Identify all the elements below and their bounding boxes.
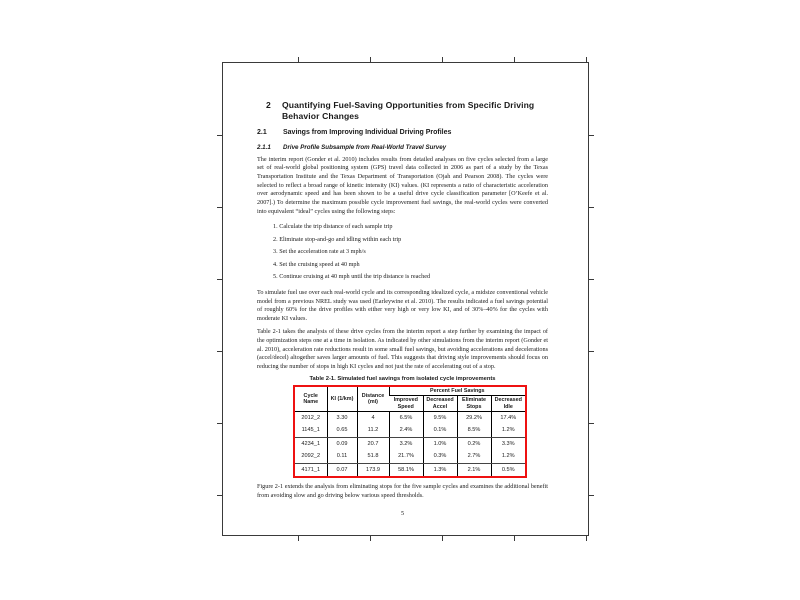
tick-mark (442, 536, 443, 541)
table-highlight-box (293, 385, 527, 478)
value-cell: 1.0% (423, 437, 457, 450)
cycle-name-cell: 1145_1 (295, 424, 327, 437)
value-cell: 21.7% (389, 450, 423, 463)
tick-mark (589, 351, 594, 352)
tick-mark (586, 536, 587, 541)
value-cell: 173.9 (357, 463, 389, 476)
paragraph-closing: Figure 2-1 extends the analysis from eliminating stops for the five sample cycles and examines the additional benefit from avoiding slow and go driving below various speed thresholds. (257, 483, 548, 500)
col-header-improved-speed: Improved Speed (393, 397, 418, 410)
value-cell: 20.7 (357, 437, 389, 450)
list-item: 2. Eliminate stop-and-go and idling within each trip (273, 235, 402, 243)
subsection-number: 2.1 (257, 129, 267, 136)
value-cell: 1.3% (423, 463, 457, 476)
cycle-name-cell: 2092_2 (295, 450, 327, 463)
table-row (295, 450, 525, 463)
cycle-name-cell: 2012_2 (301, 414, 321, 421)
value-cell: 9.5% (423, 411, 457, 424)
table-caption: Table 2-1. Simulated fuel savings from isolated cycle improvements (309, 376, 496, 383)
value-cell: 0.1% (423, 424, 457, 437)
value-cell: 0.5% (491, 463, 525, 476)
subsection-heading (257, 129, 548, 137)
value-cell: 29.2% (457, 411, 491, 424)
list-item: 5. Continue cruising at 40 mph until the trip distance is reached (273, 273, 431, 281)
col-header-decreased-accel: Decreased Accel (423, 396, 457, 411)
fuel-savings-table (295, 387, 525, 476)
page-number: 5 (400, 509, 405, 517)
value-cell: 0.2% (457, 437, 491, 450)
value-cell: 0.11 (327, 450, 357, 463)
value-cell: 3.30 (327, 411, 357, 424)
list-item: 1. Calculate the trip distance of each sample trip (273, 222, 393, 230)
tick-mark (589, 495, 594, 496)
col-header-distance: Distance (mi) (357, 387, 389, 411)
subsubsection-title: Drive Profile Subsample from Real-World Travel Survey (283, 143, 447, 151)
tick-mark (370, 536, 371, 541)
tick-mark (217, 351, 222, 352)
value-cell: 2.1% (457, 463, 491, 476)
value-cell: 0.07 (327, 463, 357, 476)
col-header-eliminate-stops: Eliminate Stops (457, 396, 491, 411)
section-number: 2 (266, 100, 271, 110)
table-row (295, 411, 525, 424)
section-title: Quantifying Fuel-Saving Opportunities from Specific Driving Behavior Changes (282, 100, 535, 121)
value-cell: 0.65 (327, 424, 357, 437)
cycle-name-cell: 4171_1 (301, 466, 321, 473)
col-header-decreased-idle: Decreased Idle (491, 396, 525, 411)
tick-mark (217, 495, 222, 496)
table-row (295, 463, 525, 476)
paragraph-simulation: To simulate fuel use over each real-world cycle and its corresponding idealized cycle, a midsize conventional vehicle model from a previous NREL study was used (Earleywine et al. 2010). The results indicated a fuel savings potential of roughly 60% for the drive profiles with either very high or very low KI, and of 30%–40% for the cycles with moderate KI values. (257, 288, 548, 322)
value-cell: 17.4% (491, 411, 525, 424)
tick-mark (298, 536, 299, 541)
paragraph-intro: The interim report (Gonder et al. 2010) includes results from detailed analyses on five cycles selected from a large set of real-world global positioning system (GPS) travel data collected in 2006 as part of a study by the Texas Transportation Institute and the Texas Department of Transportation (Ojah and Pearson 2008). The cycles were selected to reflect a broad range of kinetic intensity (KI) values. (KI represents a ratio of characteristic acceleration over aerodynamic speed and has been shown to be a useful drive cycle classification parameter [O’Keefe et al. 2007].) To determine the maximum possible cycle improvement fuel savings, the real-world cycles were converted into equivalent “ideal” cycles using the following steps: (257, 155, 548, 215)
document-page (223, 63, 588, 535)
value-cell: 2.4% (389, 424, 423, 437)
tick-mark (589, 279, 594, 280)
tick-mark (217, 207, 222, 208)
value-cell: 0.09 (327, 437, 357, 450)
ideal-cycle-steps-list (273, 221, 548, 284)
list-item: 3. Set the acceleration rate at 3 mph/s (273, 248, 366, 256)
tick-mark (217, 423, 222, 424)
tick-mark (370, 57, 371, 62)
tick-mark (589, 207, 594, 208)
value-cell: 0.3% (423, 450, 457, 463)
tick-mark (586, 57, 587, 62)
tick-mark (298, 57, 299, 62)
value-cell: 11.2 (357, 424, 389, 437)
tick-mark (514, 57, 515, 62)
value-cell: 8.5% (457, 424, 491, 437)
tick-mark (589, 423, 594, 424)
section-heading (266, 100, 548, 121)
table-row (295, 437, 525, 450)
cycle-name-cell: 4234_1 (301, 440, 321, 447)
value-cell: 4 (357, 411, 389, 424)
value-cell: 1.2% (491, 424, 525, 437)
table-row (295, 424, 525, 437)
value-cell: 6.5% (389, 411, 423, 424)
subsubsection-heading (257, 144, 548, 151)
tick-mark (442, 57, 443, 62)
col-group-header-percent-fuel-savings: Percent Fuel Savings (389, 387, 525, 396)
tick-mark (217, 279, 222, 280)
value-cell: 58.1% (389, 463, 423, 476)
paragraph-table-analysis: Table 2-1 takes the analysis of these drive cycles from the interim report a step further by examining the impact of the optimization steps one at a time in isolation. As indicated by other simulations from the interim report (Gonder et al. 2010), acceleration rate reductions result in some small fuel savings, but avoiding accelerations and decelerations (accel/decel) altogether saves larger amounts of fuel. This suggests that driving style improvements should focus on reducing the number of stops in high KI cycles and not just the rate of accelerating out of a stop. (257, 328, 548, 371)
value-cell: 51.8 (357, 450, 389, 463)
list-item: 4. Set the cruising speed at 40 mph (273, 260, 360, 268)
col-header-ki: KI (1/km) (327, 387, 357, 411)
value-cell: 1.2% (491, 450, 525, 463)
tick-mark (589, 135, 594, 136)
subsection-title: Savings from Improving Individual Driving Profiles (283, 129, 452, 136)
tick-mark (217, 135, 222, 136)
tick-mark (514, 536, 515, 541)
value-cell: 3.3% (491, 437, 525, 450)
subsubsection-number: 2.1.1 (257, 143, 271, 151)
value-cell: 2.7% (457, 450, 491, 463)
document-viewer-frame (222, 62, 589, 536)
col-header-cycle-name: Cycle Name (303, 392, 319, 406)
value-cell: 3.2% (389, 437, 423, 450)
